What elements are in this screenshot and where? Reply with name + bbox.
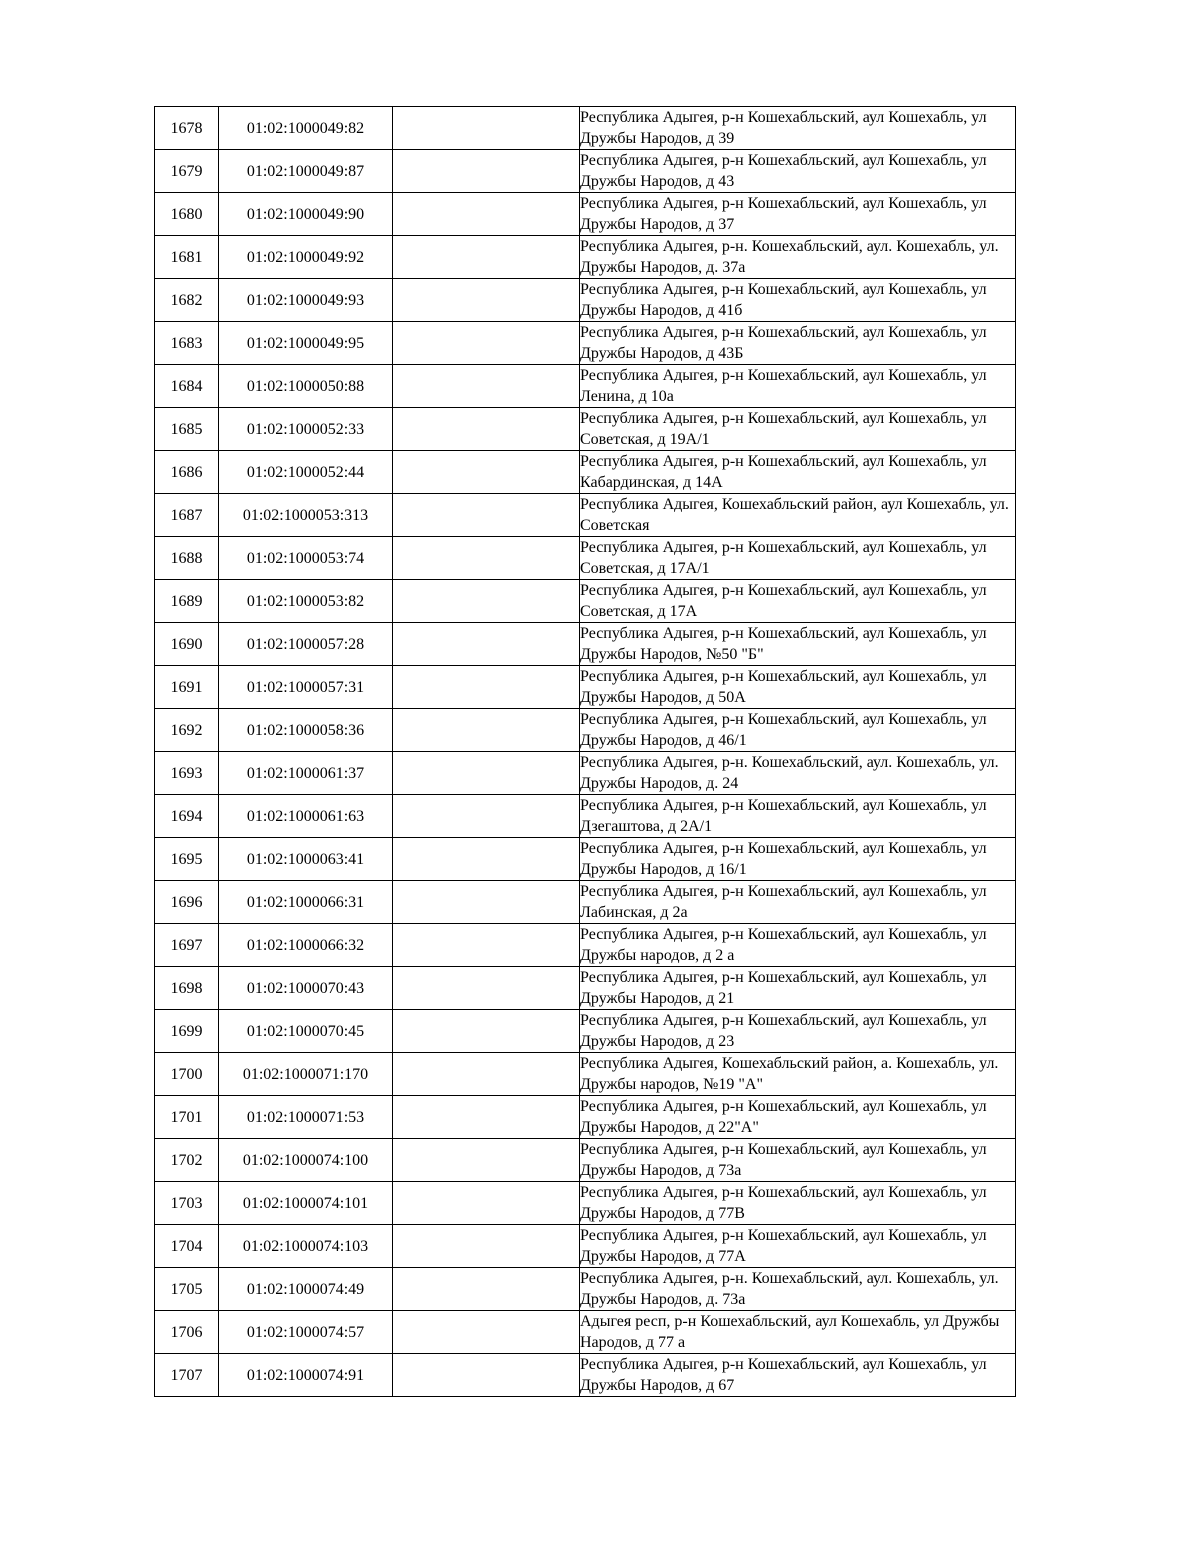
empty-cell [393, 666, 580, 709]
address-cell: Республика Адыгея, р-н Кошехабльский, аул Кошехабль, ул Дружбы Народов, д 43Б [580, 322, 1016, 365]
row-number-cell: 1686 [155, 451, 219, 494]
address-cell: Республика Адыгея, р-н Кошехабльский, аул Кошехабль, ул Дружбы Народов, д 73а [580, 1139, 1016, 1182]
address-cell: Республика Адыгея, р-н Кошехабльский, аул Кошехабль, ул Ленина, д 10а [580, 365, 1016, 408]
table-row [155, 408, 1016, 451]
address-cell: Республика Адыгея, р-н Кошехабльский, аул Кошехабль, ул Советская, д 17А/1 [580, 537, 1016, 580]
row-number-cell: 1687 [155, 494, 219, 537]
address-cell: Республика Адыгея, р-н Кошехабльский, аул Кошехабль, ул Дружбы Народов, д 21 [580, 967, 1016, 1010]
property-registry-table [154, 106, 1016, 1397]
address-cell: Республика Адыгея, р-н Кошехабльский, аул Кошехабль, ул Дружбы Народов, д 77А [580, 1225, 1016, 1268]
empty-cell [393, 580, 580, 623]
row-number-cell: 1704 [155, 1225, 219, 1268]
address-cell: Республика Адыгея, Кошехабльский район, аул Кошехабль, ул. Советская [580, 494, 1016, 537]
cadastral-number-cell: 01:02:1000074:49 [219, 1268, 393, 1311]
table-row [155, 1311, 1016, 1354]
row-number-cell: 1706 [155, 1311, 219, 1354]
row-number-cell: 1691 [155, 666, 219, 709]
row-number-cell: 1679 [155, 150, 219, 193]
cadastral-number-cell: 01:02:1000070:45 [219, 1010, 393, 1053]
cadastral-number-cell: 01:02:1000061:63 [219, 795, 393, 838]
table-row [155, 451, 1016, 494]
table-row [155, 322, 1016, 365]
cadastral-number-cell: 01:02:1000052:33 [219, 408, 393, 451]
address-cell: Республика Адыгея, р-н Кошехабльский, аул Кошехабль, ул Советская, д 19А/1 [580, 408, 1016, 451]
address-cell: Республика Адыгея, р-н Кошехабльский, аул Кошехабль, ул Дружбы Народов, д 16/1 [580, 838, 1016, 881]
table-row [155, 193, 1016, 236]
cadastral-number-cell: 01:02:1000058:36 [219, 709, 393, 752]
row-number-cell: 1693 [155, 752, 219, 795]
address-cell: Республика Адыгея, р-н Кошехабльский, аул Кошехабль, ул Дружбы Народов, д 50А [580, 666, 1016, 709]
cadastral-number-cell: 01:02:1000053:82 [219, 580, 393, 623]
cadastral-number-cell: 01:02:1000049:87 [219, 150, 393, 193]
cadastral-number-cell: 01:02:1000070:43 [219, 967, 393, 1010]
empty-cell [393, 1139, 580, 1182]
table-row [155, 795, 1016, 838]
address-cell: Республика Адыгея, р-н Кошехабльский, аул Кошехабль, ул Кабардинская, д 14А [580, 451, 1016, 494]
empty-cell [393, 408, 580, 451]
table-row [155, 537, 1016, 580]
cadastral-number-cell: 01:02:1000071:170 [219, 1053, 393, 1096]
cadastral-number-cell: 01:02:1000074:57 [219, 1311, 393, 1354]
table-row [155, 1182, 1016, 1225]
empty-cell [393, 838, 580, 881]
row-number-cell: 1697 [155, 924, 219, 967]
row-number-cell: 1707 [155, 1354, 219, 1397]
row-number-cell: 1701 [155, 1096, 219, 1139]
row-number-cell: 1688 [155, 537, 219, 580]
table-row [155, 1010, 1016, 1053]
row-number-cell: 1703 [155, 1182, 219, 1225]
empty-cell [393, 236, 580, 279]
empty-cell [393, 709, 580, 752]
table-row [155, 709, 1016, 752]
cadastral-number-cell: 01:02:1000074:91 [219, 1354, 393, 1397]
cadastral-number-cell: 01:02:1000063:41 [219, 838, 393, 881]
row-number-cell: 1683 [155, 322, 219, 365]
address-cell: Республика Адыгея, р-н Кошехабльский, аул Кошехабль, ул Дзегаштова, д 2А/1 [580, 795, 1016, 838]
row-number-cell: 1681 [155, 236, 219, 279]
table-row [155, 1053, 1016, 1096]
empty-cell [393, 924, 580, 967]
empty-cell [393, 795, 580, 838]
address-cell: Республика Адыгея, р-н Кошехабльский, аул Кошехабль, ул Дружбы Народов, д 43 [580, 150, 1016, 193]
row-number-cell: 1692 [155, 709, 219, 752]
row-number-cell: 1695 [155, 838, 219, 881]
empty-cell [393, 1268, 580, 1311]
cadastral-number-cell: 01:02:1000049:82 [219, 107, 393, 150]
address-cell: Республика Адыгея, р-н Кошехабльский, аул Кошехабль, ул Дружбы Народов, д 39 [580, 107, 1016, 150]
address-cell: Республика Адыгея, р-н. Кошехабльский, аул. Кошехабль, ул. Дружбы Народов, д. 37а [580, 236, 1016, 279]
table-row [155, 365, 1016, 408]
address-cell: Республика Адыгея, р-н Кошехабльский, аул Кошехабль, ул Дружбы Народов, №50 "Б" [580, 623, 1016, 666]
empty-cell [393, 279, 580, 322]
empty-cell [393, 967, 580, 1010]
table-row [155, 1354, 1016, 1397]
empty-cell [393, 494, 580, 537]
table-row [155, 924, 1016, 967]
row-number-cell: 1690 [155, 623, 219, 666]
cadastral-number-cell: 01:02:1000071:53 [219, 1096, 393, 1139]
table-row [155, 1225, 1016, 1268]
cadastral-number-cell: 01:02:1000074:101 [219, 1182, 393, 1225]
table-row [155, 494, 1016, 537]
empty-cell [393, 107, 580, 150]
row-number-cell: 1680 [155, 193, 219, 236]
row-number-cell: 1702 [155, 1139, 219, 1182]
table-row [155, 838, 1016, 881]
cadastral-number-cell: 01:02:1000053:74 [219, 537, 393, 580]
address-cell: Республика Адыгея, р-н Кошехабльский, аул Кошехабль, ул Дружбы Народов, д 37 [580, 193, 1016, 236]
address-cell: Республика Адыгея, р-н Кошехабльский, аул Кошехабль, ул Дружбы Народов, д 77В [580, 1182, 1016, 1225]
table-row [155, 623, 1016, 666]
table-row [155, 279, 1016, 322]
row-number-cell: 1685 [155, 408, 219, 451]
row-number-cell: 1682 [155, 279, 219, 322]
row-number-cell: 1678 [155, 107, 219, 150]
row-number-cell: 1696 [155, 881, 219, 924]
row-number-cell: 1689 [155, 580, 219, 623]
table-row [155, 967, 1016, 1010]
empty-cell [393, 1225, 580, 1268]
table-row [155, 881, 1016, 924]
cadastral-number-cell: 01:02:1000049:95 [219, 322, 393, 365]
empty-cell [393, 881, 580, 924]
cadastral-number-cell: 01:02:1000074:100 [219, 1139, 393, 1182]
empty-cell [393, 365, 580, 408]
empty-cell [393, 1311, 580, 1354]
empty-cell [393, 1354, 580, 1397]
address-cell: Республика Адыгея, р-н Кошехабльский, аул Кошехабль, ул Дружбы Народов, д 23 [580, 1010, 1016, 1053]
row-number-cell: 1705 [155, 1268, 219, 1311]
empty-cell [393, 1010, 580, 1053]
address-cell: Адыгея респ, р-н Кошехабльский, аул Кошехабль, ул Дружбы Народов, д 77 а [580, 1311, 1016, 1354]
empty-cell [393, 1096, 580, 1139]
cadastral-number-cell: 01:02:1000049:93 [219, 279, 393, 322]
registry-table-body [155, 107, 1016, 1397]
cadastral-number-cell: 01:02:1000066:31 [219, 881, 393, 924]
table-row [155, 236, 1016, 279]
address-cell: Республика Адыгея, р-н Кошехабльский, аул Кошехабль, ул Дружбы Народов, д 41б [580, 279, 1016, 322]
row-number-cell: 1698 [155, 967, 219, 1010]
address-cell: Республика Адыгея, р-н Кошехабльский, аул Кошехабль, ул Дружбы Народов, д 46/1 [580, 709, 1016, 752]
row-number-cell: 1694 [155, 795, 219, 838]
empty-cell [393, 752, 580, 795]
cadastral-number-cell: 01:02:1000066:32 [219, 924, 393, 967]
table-row [155, 107, 1016, 150]
empty-cell [393, 537, 580, 580]
empty-cell [393, 623, 580, 666]
address-cell: Республика Адыгея, р-н Кошехабльский, аул Кошехабль, ул Дружбы Народов, д 67 [580, 1354, 1016, 1397]
cadastral-number-cell: 01:02:1000050:88 [219, 365, 393, 408]
address-cell: Республика Адыгея, р-н Кошехабльский, аул Кошехабль, ул Дружбы Народов, д 22"А" [580, 1096, 1016, 1139]
table-row [155, 666, 1016, 709]
cadastral-number-cell: 01:02:1000074:103 [219, 1225, 393, 1268]
table-row [155, 150, 1016, 193]
address-cell: Республика Адыгея, р-н Кошехабльский, аул Кошехабль, ул Лабинская, д 2а [580, 881, 1016, 924]
cadastral-number-cell: 01:02:1000052:44 [219, 451, 393, 494]
table-row [155, 580, 1016, 623]
address-cell: Республика Адыгея, р-н Кошехабльский, аул Кошехабль, ул Дружбы народов, д 2 а [580, 924, 1016, 967]
cadastral-number-cell: 01:02:1000061:37 [219, 752, 393, 795]
address-cell: Республика Адыгея, р-н. Кошехабльский, аул. Кошехабль, ул. Дружбы Народов, д. 73а [580, 1268, 1016, 1311]
row-number-cell: 1700 [155, 1053, 219, 1096]
table-row [155, 752, 1016, 795]
empty-cell [393, 451, 580, 494]
row-number-cell: 1699 [155, 1010, 219, 1053]
cadastral-number-cell: 01:02:1000053:313 [219, 494, 393, 537]
cadastral-number-cell: 01:02:1000057:31 [219, 666, 393, 709]
empty-cell [393, 1053, 580, 1096]
address-cell: Республика Адыгея, р-н Кошехабльский, аул Кошехабль, ул Советская, д 17А [580, 580, 1016, 623]
address-cell: Республика Адыгея, Кошехабльский район, а. Кошехабль, ул. Дружбы народов, №19 "А" [580, 1053, 1016, 1096]
table-row [155, 1139, 1016, 1182]
empty-cell [393, 322, 580, 365]
cadastral-number-cell: 01:02:1000049:90 [219, 193, 393, 236]
table-row [155, 1268, 1016, 1311]
row-number-cell: 1684 [155, 365, 219, 408]
empty-cell [393, 1182, 580, 1225]
empty-cell [393, 193, 580, 236]
empty-cell [393, 150, 580, 193]
table-row [155, 1096, 1016, 1139]
cadastral-number-cell: 01:02:1000057:28 [219, 623, 393, 666]
address-cell: Республика Адыгея, р-н. Кошехабльский, аул. Кошехабль, ул. Дружбы Народов, д. 24 [580, 752, 1016, 795]
cadastral-number-cell: 01:02:1000049:92 [219, 236, 393, 279]
